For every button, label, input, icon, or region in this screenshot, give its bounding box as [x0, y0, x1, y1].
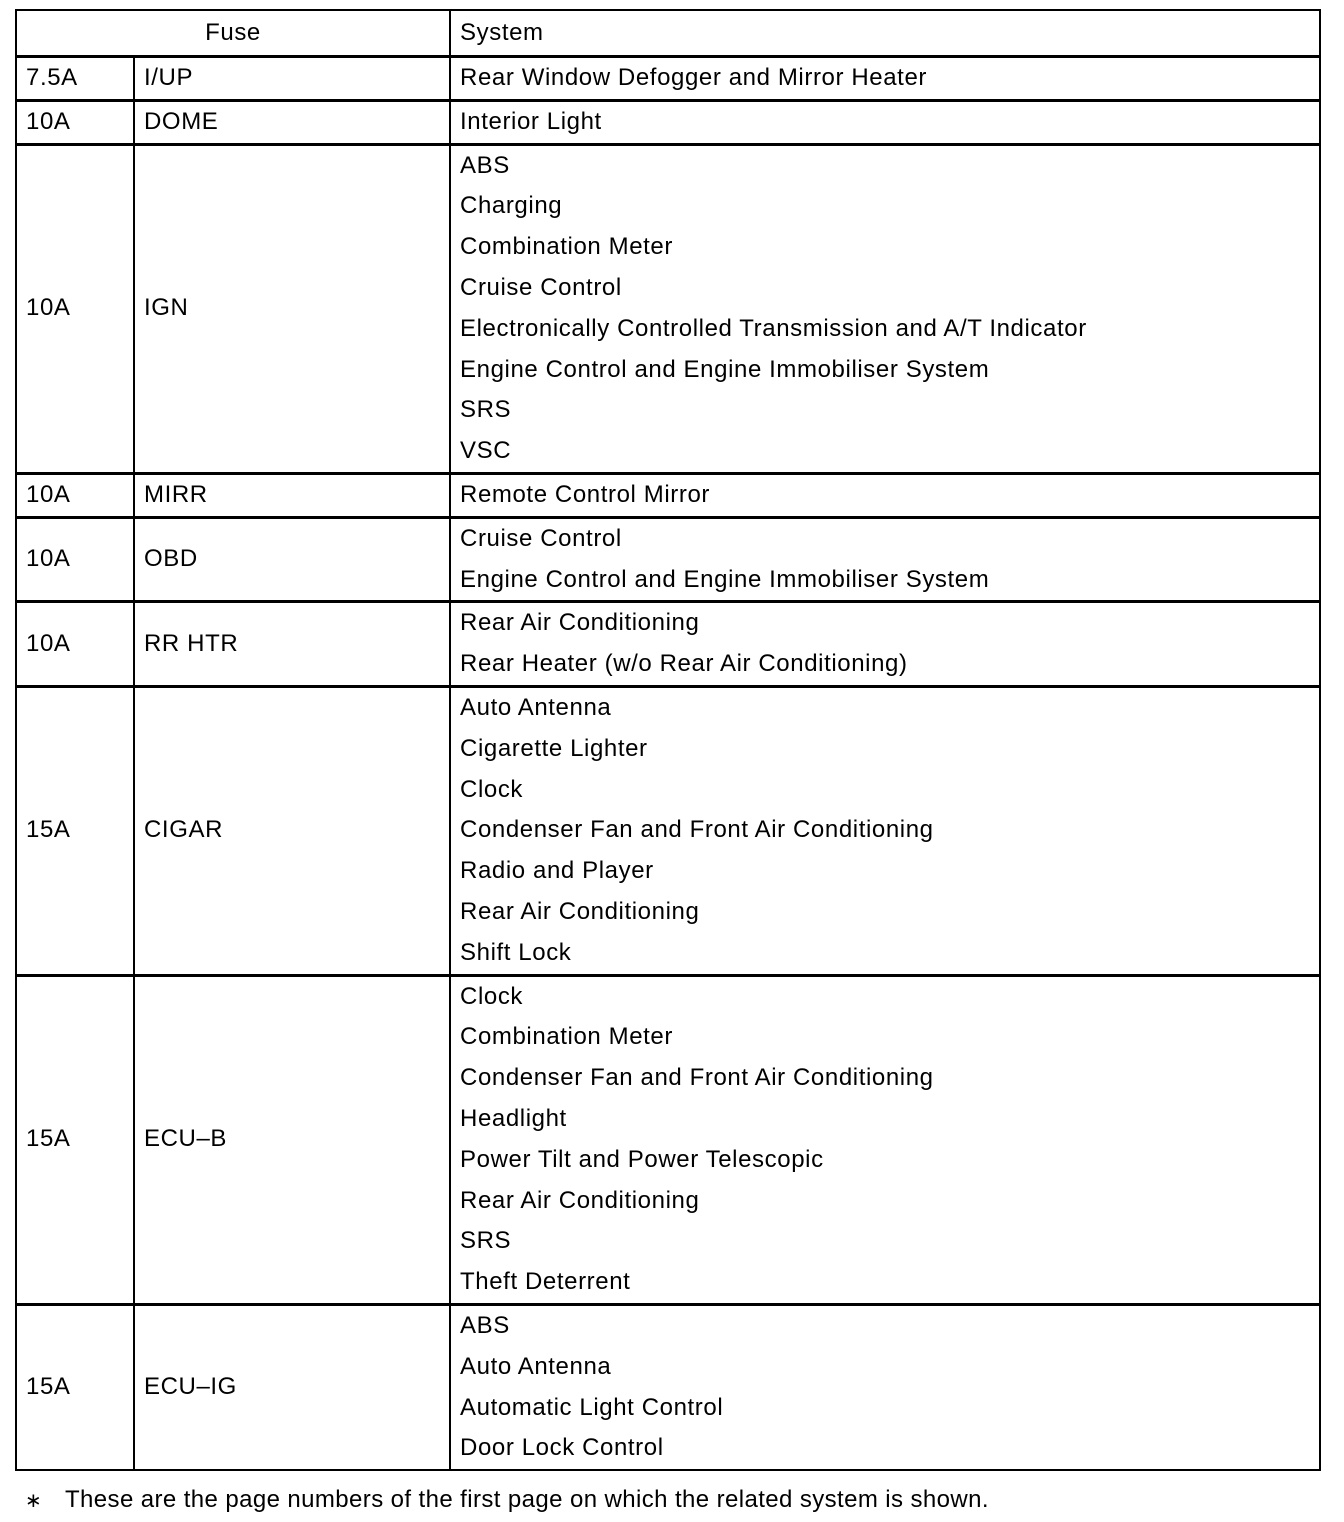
related-systems	[450, 686, 1320, 975]
fuse-name: ECU–IG	[134, 1304, 450, 1470]
system-column-header: System	[450, 10, 1320, 57]
table-row	[16, 602, 1320, 687]
system-item: Theft Deterrent	[460, 1268, 631, 1296]
fuse-amperage: 10A	[16, 144, 134, 473]
fuse-name: CIGAR	[134, 686, 450, 975]
system-item: Cruise Control	[460, 524, 622, 552]
footnote-marker: ∗	[25, 1490, 43, 1512]
fuse-amperage: 10A	[16, 517, 134, 602]
system-item: SRS	[460, 1227, 512, 1255]
footnote	[25, 1486, 989, 1514]
table-row	[16, 57, 1320, 101]
system-item: Shift Lock	[460, 938, 572, 966]
related-systems	[450, 517, 1320, 602]
system-item: Rear Window Defogger and Mirror Heater	[460, 64, 927, 91]
fuse-name: ECU–B	[134, 975, 450, 1304]
fuse-name: MIRR	[134, 473, 450, 517]
fuse-name: OBD	[134, 517, 450, 602]
fuse-name: I/UP	[134, 57, 450, 101]
system-item: Remote Control Mirror	[460, 480, 711, 508]
fuse-amperage: 10A	[16, 602, 134, 687]
system-item: Engine Control and Engine Immobiliser System	[460, 355, 990, 383]
system-item: Auto Antenna	[460, 1352, 612, 1380]
system-item: Combination Meter	[460, 1023, 673, 1051]
fuse-rows	[16, 57, 1320, 1471]
table-row	[16, 144, 1320, 473]
fuse-amperage: 15A	[16, 1304, 134, 1470]
related-systems	[450, 1304, 1320, 1470]
system-item: Door Lock Control	[460, 1434, 664, 1462]
system-item: SRS	[460, 396, 512, 424]
table-row	[16, 473, 1320, 517]
table-row	[16, 100, 1320, 144]
system-item: Rear Air Conditioning	[460, 897, 700, 925]
fuse-amperage: 15A	[16, 686, 134, 975]
system-item: Clock	[460, 775, 524, 803]
related-systems	[450, 57, 1320, 101]
system-item: Power Tilt and Power Telescopic	[460, 1145, 824, 1173]
table-header-row	[16, 10, 1320, 57]
system-item: ABS	[460, 1311, 510, 1339]
fuse-name: DOME	[134, 100, 450, 144]
footnote-text: These are the page numbers of the first page on which the related system is shown.	[65, 1486, 989, 1513]
system-item: Combination Meter	[460, 233, 673, 261]
fuse-system-table	[15, 9, 1321, 1471]
fuse-amperage: 7.5A	[16, 57, 134, 101]
system-item: Engine Control and Engine Immobiliser System	[460, 565, 990, 593]
fuse-name: IGN	[134, 144, 450, 473]
system-item: Cigarette Lighter	[460, 734, 648, 762]
system-item: Cruise Control	[460, 273, 622, 301]
fuse-name: RR HTR	[134, 602, 450, 687]
system-item: Condenser Fan and Front Air Conditioning	[460, 1064, 934, 1092]
related-systems	[450, 100, 1320, 144]
related-systems	[450, 602, 1320, 687]
related-systems	[450, 975, 1320, 1304]
system-item: VSC	[460, 437, 512, 465]
system-item: Rear Air Conditioning	[460, 1186, 700, 1214]
fuse-amperage: 15A	[16, 975, 134, 1304]
system-item: Interior Light	[460, 107, 602, 135]
system-item: Condenser Fan and Front Air Conditioning	[460, 816, 934, 844]
system-item: Rear Heater (w/o Rear Air Conditioning)	[460, 650, 908, 678]
system-item: Radio and Player	[460, 857, 654, 885]
system-item: Automatic Light Control	[460, 1393, 724, 1421]
table-row	[16, 686, 1320, 975]
system-item: ABS	[460, 151, 510, 179]
table-row	[16, 517, 1320, 602]
fuse-amperage: 10A	[16, 100, 134, 144]
related-systems	[450, 473, 1320, 517]
system-item: Charging	[460, 192, 563, 220]
fuse-amperage: 10A	[16, 473, 134, 517]
system-item: Electronically Controlled Transmission and A/T Indicator	[460, 314, 1087, 342]
system-item: Clock	[460, 982, 524, 1010]
table-row	[16, 1304, 1320, 1470]
system-item: Auto Antenna	[460, 693, 612, 721]
fuse-column-header: Fuse	[16, 10, 450, 57]
system-item: Rear Air Conditioning	[460, 609, 700, 637]
system-item: Headlight	[460, 1104, 567, 1132]
table-row	[16, 975, 1320, 1304]
related-systems	[450, 144, 1320, 473]
